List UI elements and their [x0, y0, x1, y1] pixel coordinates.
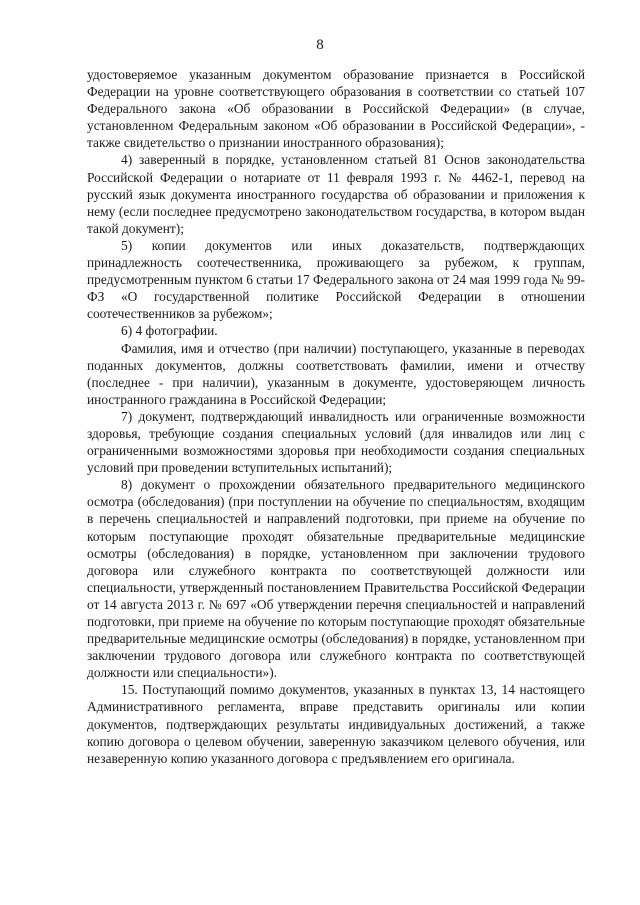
paragraph-item-5: 5) копии документов или иных доказательств, подтверждающих принадлежность соотечественника, проживающего за рубежом, к группам, предусмотренным пунктом 6 статьи 17 Федерального закона от 24 мая 1999 года № 99-ФЗ «О государственной политике Российской Федерации в отношении соотечественников за рубежом»; — [87, 237, 585, 322]
paragraph-item-7: 7) документ, подтверждающий инвалидность или ограниченные возможности здоровья, требующие создания специальных условий (для инвалидов или лиц с ограниченными возможностями здоровья при необходимости создания специальных условий при проведении вступительных испытаний); — [87, 408, 585, 476]
paragraph-clause-15: 15. Поступающий помимо документов, указанных в пунктах 13, 14 настоящего Административного регламента, вправе представить оригиналы или копии документов, подтверждающих результаты индивидуальных достижений, а также копию договора о целевом обучении, заверенную заказчиком целевого обучения, или незаверенную копию указанного договора с предъявлением его оригинала. — [87, 682, 585, 766]
document-body — [87, 66, 585, 767]
paragraph-continuation: удостоверяемое указанным документом образование признается в Российской Федерации на уровне соответствующего образования в соответствии со статьей 107 Федерального закона «Об образовании в Российской Федерации» (в случае, установленном Федеральным законом «Об образовании в Российской Федерации», - также свидетельство о признании иностранного образования); — [87, 67, 585, 151]
page-number: 8 — [316, 37, 324, 53]
paragraph-name-requirement: Фамилия, имя и отчество (при наличии) поступающего, указанные в переводах поданных документов, должны соответствовать фамилии, имени и отчеству (последнее - при наличии), указанным в документе, удостоверяющем личность иностранного гражданина в Российской Федерации; — [87, 340, 585, 407]
paragraph-item-8: 8) документ о прохождении обязательного предварительного медицинского осмотра (обследования) (при поступлении на обучение по специальностям, входящим в перечень специальностей и направлений подготовки, при приеме на обучение по которым поступающие проходят обязательные предварительные медицинские осмотры (обследования) в порядке, установленном при заключении трудового договора или служебного контракта по соответствующей должности или специальности, утвержденный постановлением Правительства Российской Федерации от 14 августа 2013 г. № 697 «Об утверждении перечня специальностей и направлений подготовки, при приеме на обучение по которым поступающие проходят обязательные предварительные медицинские осмотры (обследования) в порядке, установленном при заключении трудового договора или служебного контракта по соответствующей должности или специальности»). — [87, 477, 585, 681]
paragraph-item-6: 6) 4 фотографии. — [121, 323, 218, 339]
paragraph-item-4: 4) заверенный в порядке, установленном статьей 81 Основ законодательства Российской Федерации о нотариате от 11 февраля 1993 г. № 4462-1, перевод на русский язык документа иностранного государства об образовании и приложения к нему (если последнее предусмотрено законодательством государства, в котором выдан такой документ); — [87, 152, 585, 236]
